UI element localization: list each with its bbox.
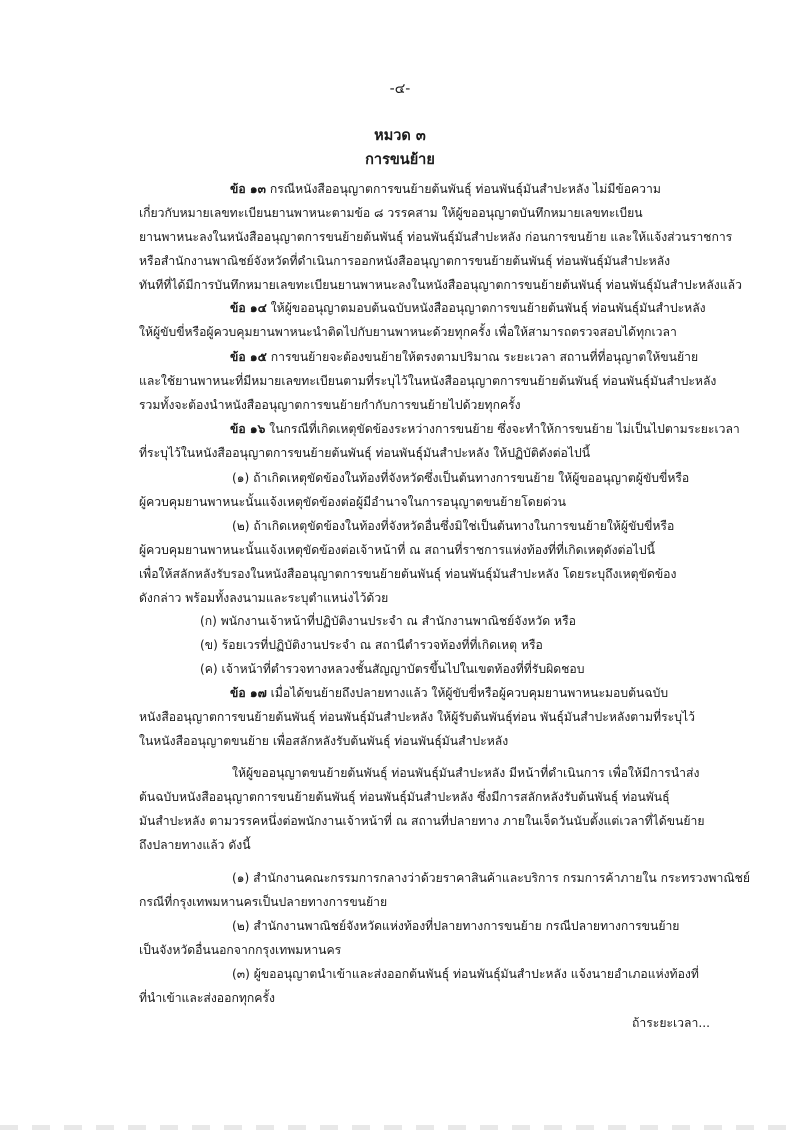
text-line (139, 566, 676, 582)
text-line (139, 324, 677, 340)
text-line (200, 613, 576, 629)
line-text: เมื่อได้ขนย้ายถึงปลายทางแล้ว ให้ผู้ขับขี่หรือผู้ควบคุมยานพาหนะมอบต้นฉบับ (266, 686, 669, 700)
line-text: ผู้ควบคุมยานพาหนะนั้นแจ้งเหตุขัดข้องต่อผู้มีอำนาจในการอนุญาตขนย้ายโดยด่วน (139, 495, 566, 509)
text-line (139, 789, 670, 805)
continuation-text: ถ้าระยะเวลา... (632, 1016, 710, 1030)
line-text: ในกรณีที่เกิดเหตุขัดข้องระหว่างการขนย้าย ซึ่งจะทำให้การขนย้าย ไม่เป็นไปตามระยะเวลา (265, 422, 740, 436)
text-line (139, 990, 275, 1006)
line-text: ทันทีที่ได้มีการบันทึกหมายเลขทะเบียนยานพาหนะลงในหนังสืออนุญาตการขนย้ายต้นพันธุ์ ท่อนพันธุ์มันสำปะหลังแล้ว (139, 278, 742, 292)
text-line (139, 397, 521, 413)
clause-number: ข้อ ๑๔ (230, 301, 267, 315)
text-line (139, 445, 590, 461)
line-text: และใช้ยานพาหนะที่มีหมายเลขทะเบียนตามที่ระบุไว้ในหนังสืออนุญาตการขนย้ายต้นพันธุ์ ท่อนพันธุ์มันสำปะหลัง (139, 374, 717, 388)
line-text: ให้ผู้ขออนุญาตมอบต้นฉบับหนังสืออนุญาตการขนย้ายต้นพันธุ์ ท่อนพันธุ์มันสำปะหลัง (266, 301, 706, 315)
text-line (139, 542, 655, 558)
text-line (139, 253, 670, 269)
clause-line (230, 421, 740, 437)
line-text: ให้ผู้ขออนุญาตขนย้ายต้นพันธุ์ ท่อนพันธุ์มันสำปะหลัง มีหน้าที่ดำเนินการ เพื่อให้มีการนำส่ง (232, 766, 700, 780)
text-line (139, 894, 387, 910)
clause-line (230, 349, 698, 365)
line-text: กรณีหนังสืออนุญาตการขนย้ายต้นพันธุ์ ท่อนพันธุ์มันสำปะหลัง ไม่มีข้อความ (265, 182, 661, 196)
line-text: กรณีที่กรุงเทพมหานครเป็นปลายทางการขนย้าย (139, 895, 388, 909)
text-line (232, 765, 699, 781)
line-text: เพื่อให้สลักหลังรับรองในหนังสืออนุญาตการขนย้ายต้นพันธุ์ ท่อนพันธุ์มันสำปะหลัง โดยระบุถึงเหตุขัดข้อง (139, 567, 677, 581)
line-text: หรือสำนักงานพาณิชย์จังหวัดที่ดำเนินการออกหนังสืออนุญาตการขนย้ายต้นพันธุ์ ท่อนพันธุ์มันสำปะหลัง (139, 254, 671, 268)
text-line (139, 837, 251, 853)
clause-number: ข้อ ๑๗ (230, 686, 267, 700)
text-line (139, 590, 388, 606)
line-text: เกี่ยวกับหมายเลขทะเบียนยานพาหนะตามข้อ ๘ วรรคสาม ให้ผู้ขออนุญาตบันทึกหมายเลขทะเบียน (139, 206, 643, 220)
clause-line (230, 300, 706, 316)
line-text: หนังสืออนุญาตการขนย้ายต้นพันธุ์ ท่อนพันธุ์มันสำปะหลัง ให้ผู้รับต้นพันธุ์ท่อน พันธุ์มันสำปะหลังตามที่ระบุไว้ (139, 710, 695, 724)
text-line (139, 373, 716, 389)
clause-number: ข้อ ๑๓ (230, 182, 266, 196)
line-text: มันสำปะหลัง ตามวรรคหนึ่งต่อพนักงานเจ้าหน้าที่ ณ สถานที่ปลายทาง ภายในเจ็ดวันนับตั้งแต่เวลาที่ได้ขนย้าย (139, 814, 705, 828)
text-line (139, 733, 508, 749)
text-line (139, 277, 742, 293)
line-text: (๒) สำนักงานพาณิชย์จังหวัดแห่งท้องที่ปลายทางการขนย้าย กรณีปลายทางการขนย้าย (232, 919, 680, 933)
clause-number: ข้อ ๑๕ (230, 350, 267, 364)
chapter-title: หมวด ๓ (374, 128, 426, 144)
text-line (232, 470, 689, 486)
line-text: ต้นฉบับหนังสืออนุญาตการขนย้ายต้นพันธุ์ ท่อนพันธุ์มันสำปะหลัง ซึ่งมีการสลักหลังรับต้นพันธุ์ ท่อนพันธุ์ (139, 790, 670, 804)
clause-line (230, 181, 661, 197)
line-text: (๓) ผู้ขออนุญาตนำเข้าและส่งออกต้นพันธุ์ ท่อนพันธุ์มันสำปะหลัง แจ้งนายอำเภอแห่งท้องที่ (232, 967, 699, 981)
chapter-subtitle: การขนย้าย (365, 152, 435, 168)
line-text: ในหนังสืออนุญาตขนย้าย เพื่อสลักหลังรับต้นพันธุ์ ท่อนพันธุ์มันสำปะหลัง (139, 734, 509, 748)
text-line (139, 229, 732, 245)
text-line (139, 942, 341, 958)
text-line (139, 494, 566, 510)
text-line (139, 709, 695, 725)
line-text: ถึงปลายทางแล้ว ดังนี้ (139, 838, 251, 852)
line-text: รวมทั้งจะต้องนำหนังสืออนุญาตการขนย้ายกำกับการขนย้ายไปด้วยทุกครั้ง (139, 398, 521, 412)
line-text: (ข) ร้อยเวรที่ปฏิบัติงานประจำ ณ สถานีตำรวจท้องที่ที่เกิดเหตุ หรือ (200, 638, 543, 652)
scan-artifact-line (0, 1125, 800, 1130)
line-text: เป็นจังหวัดอื่นนอกจากกรุงเทพมหานคร (139, 943, 342, 957)
text-line (200, 637, 543, 653)
text-line (139, 205, 643, 221)
clause-line (230, 685, 668, 701)
text-line (232, 870, 750, 886)
line-text: ดังกล่าว พร้อมทั้งลงนามและระบุตำแหน่งไว้ด้วย (139, 591, 389, 605)
line-text: (ก) พนักงานเจ้าหน้าที่ปฏิบัติงานประจำ ณ สำนักงานพาณิชย์จังหวัด หรือ (200, 614, 576, 628)
line-text: ผู้ควบคุมยานพาหนะนั้นแจ้งเหตุขัดข้องต่อเจ้าหน้าที่ ณ สถานที่ราชการแห่งท้องที่ที่เกิดเหตุดังต่อไปนี้ (139, 543, 655, 557)
text-line (139, 813, 705, 829)
text-line (200, 661, 584, 677)
page-number: -๔- (389, 81, 411, 97)
text-line (232, 918, 679, 934)
line-text: ที่ระบุไว้ในหนังสืออนุญาตการขนย้ายต้นพันธุ์ ท่อนพันธุ์มันสำปะหลัง ให้ปฏิบัติดังต่อไปนี้ (139, 446, 591, 460)
line-text: (๑) ถ้าเกิดเหตุขัดข้องในท้องที่จังหวัดซึ่งเป็นต้นทางการขนย้าย ให้ผู้ขออนุญาตผู้ขับขี่หรือ (232, 471, 690, 485)
line-text: ให้ผู้ขับขี่หรือผู้ควบคุมยานพาหนะนำติดไปกับยานพาหนะด้วยทุกครั้ง เพื่อให้สามารถตรวจสอบได้ทุกเวลา (139, 325, 677, 339)
line-text: (ค) เจ้าหน้าที่ตำรวจทางหลวงชั้นสัญญาบัตรขึ้นไปในเขตท้องที่ที่รับผิดชอบ (200, 662, 585, 676)
line-text: การขนย้ายจะต้องขนย้ายให้ตรงตามปริมาณ ระยะเวลา สถานที่ที่อนุญาตให้ขนย้าย (266, 350, 699, 364)
line-text: (๒) ถ้าเกิดเหตุขัดข้องในท้องที่จังหวัดอื่นซึ่งมิใช่เป็นต้นทางในการขนย้ายให้ผู้ขับขี่หรือ (232, 519, 675, 533)
line-text: (๑) สำนักงานคณะกรรมการกลางว่าด้วยราคาสินค้าและบริการ กรมการค้าภายใน กระทรวงพาณิชย์ (232, 871, 751, 885)
line-text: ยานพาหนะลงในหนังสืออนุญาตการขนย้ายต้นพันธุ์ ท่อนพันธุ์มันสำปะหลัง ก่อนการขนย้าย และให้แจ้งส่วนราชการ (139, 230, 733, 244)
text-line (232, 518, 674, 534)
text-line (232, 966, 699, 982)
clause-number: ข้อ ๑๖ (230, 422, 266, 436)
line-text: ที่นำเข้าและส่งออกทุกครั้ง (139, 991, 275, 1005)
